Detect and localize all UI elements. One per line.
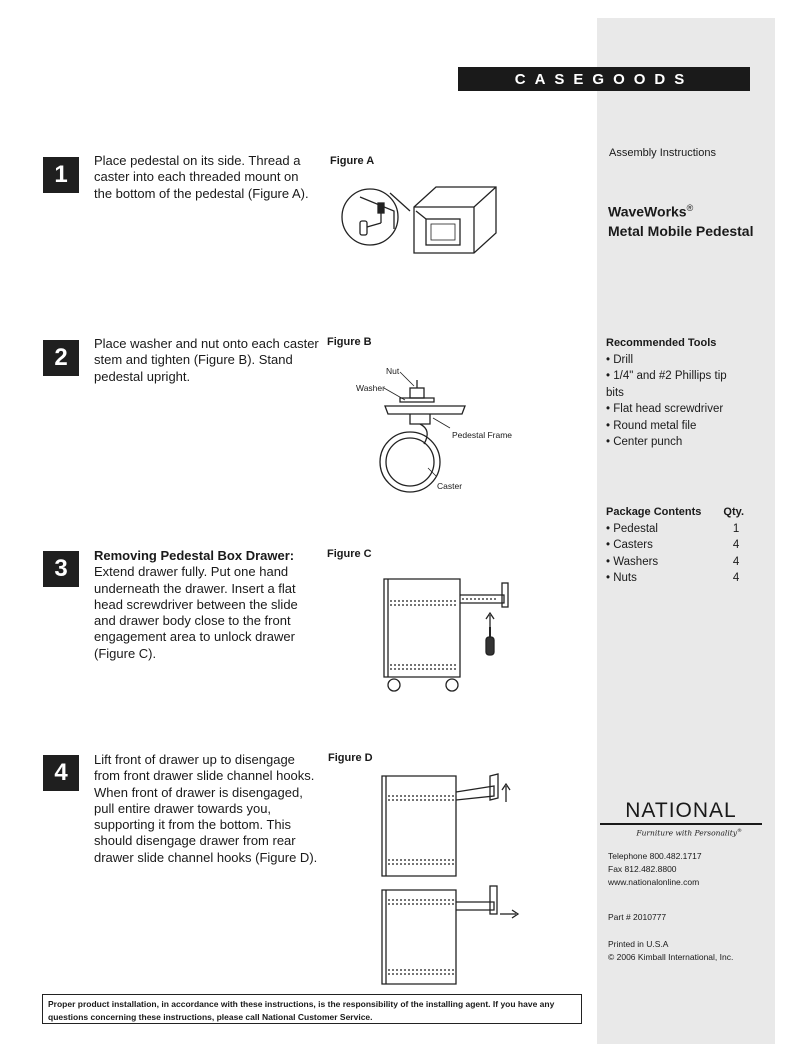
package-item: • Pedestal 1 <box>606 521 744 537</box>
doc-type: Assembly Instructions <box>609 147 716 159</box>
step-2-number: 2 <box>43 340 79 376</box>
footer-notice: Proper product installation, in accordance with these instructions, is the responsibility of the installing agent. If you have any questions concerning these instructions, please call National Customer Service. <box>42 994 582 1024</box>
package-item: • Washers 4 <box>606 554 744 570</box>
national-logo <box>600 800 762 840</box>
figure-d-label: Figure D <box>328 752 373 764</box>
tools-title: Recommended Tools <box>606 337 717 349</box>
step-1-text: Place pedestal on its side. Thread a caster into each threaded mount on the bottom of the pedestal (Figure A). <box>94 153 309 201</box>
tool-item: • Drill <box>606 352 746 368</box>
tool-item: • Round metal file <box>606 418 746 434</box>
printed-in: Printed in U.S.A <box>608 939 669 949</box>
brand-tagline: Furniture with Personality® <box>636 827 742 837</box>
step-3-heading: Removing Pedestal Box Drawer: <box>94 548 295 563</box>
step-3-number: 3 <box>43 551 79 587</box>
step-1-number: 1 <box>43 157 79 193</box>
package-header <box>606 506 744 518</box>
package-list <box>606 521 744 587</box>
package-title: Package Contents <box>606 506 702 518</box>
figure-b-label: Figure B <box>327 336 372 348</box>
figure-c-illustration <box>378 575 518 695</box>
category-header: CASEGOODS <box>458 67 750 91</box>
step-4-number: 4 <box>43 755 79 791</box>
step-3-body: Extend drawer fully. Put one hand underneath the drawer. Insert a flat head screwdriver between the slide and drawer body close to the front engagement area to unlock drawer (Figure C). <box>94 564 298 661</box>
callout-nut: Nut <box>386 366 400 376</box>
contact-block <box>608 850 702 889</box>
website: www.nationalonline.com <box>608 877 700 887</box>
callout-caster: Caster <box>437 481 463 491</box>
registered-mark: ® <box>686 203 694 213</box>
tool-item: • Center punch <box>606 434 746 450</box>
qty-label: Qty. <box>723 506 744 518</box>
callout-washer: Washer <box>356 383 385 393</box>
fax: Fax 812.482.8800 <box>608 864 677 874</box>
part-number: Part # 2010777 <box>608 912 667 922</box>
figure-d-illustration <box>378 772 528 992</box>
figure-a-illustration <box>330 175 510 275</box>
figure-a-label: Figure A <box>330 155 375 167</box>
figure-b-illustration <box>350 360 530 495</box>
print-block <box>608 938 733 964</box>
package-item: • Casters 4 <box>606 537 744 553</box>
product-title <box>608 199 773 241</box>
tool-item: • 1/4" and #2 Phillips tip bits <box>606 368 746 401</box>
step-4-text: Lift front of drawer up to disengage from front drawer slide channel hooks. When front of drawer is disengaged, pull entire drawer towards you, supporting it from the bottom. This should disengage drawer from rear drawer slide channel hooks (Figure D). <box>94 752 318 865</box>
product-name: Metal Mobile Pedestal <box>608 222 754 239</box>
step-3-text <box>94 548 320 662</box>
tools-list <box>606 352 746 450</box>
brand-name: NATIONAL <box>625 799 737 822</box>
logo-rule <box>600 823 762 825</box>
copyright: © 2006 Kimball International, Inc. <box>608 952 734 962</box>
tool-item: • Flat head screwdriver <box>606 401 746 417</box>
figure-c-label: Figure C <box>327 548 372 560</box>
phone: Telephone 800.482.1717 <box>608 851 702 861</box>
step-2-text: Place washer and nut onto each caster stem and tighten (Figure B). Stand pedestal upright. <box>94 336 319 384</box>
package-item: • Nuts 4 <box>606 570 744 586</box>
callout-pedestal-frame: Pedestal Frame <box>452 430 512 440</box>
product-line: WaveWorks <box>608 203 687 220</box>
